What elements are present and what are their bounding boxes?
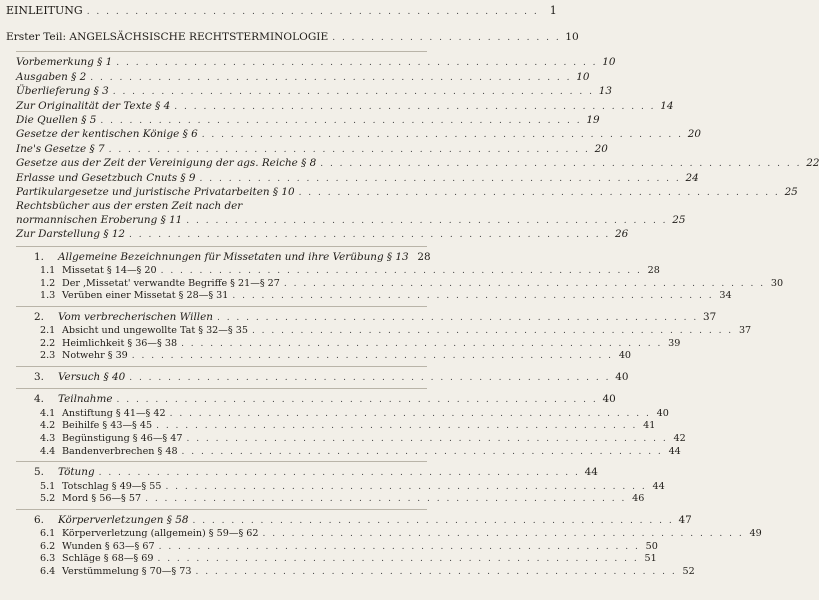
leader-dots: . . . . . . . . . . . . . . . . . . . . . . . . . . . . . . . . . . . . . . . . . . . . . . . . . .: [174, 101, 656, 112]
toc-label: Erster Teil: ANGELSÄCHSISCHE RECHTSTERMINOLOGIE: [6, 31, 329, 43]
toc-number: 1.2: [40, 277, 56, 289]
toc-number: 5.: [34, 466, 44, 479]
toc-label: [16, 114, 96, 127]
toc-page-number: 1: [549, 4, 557, 17]
toc-title: Heimlichkeit § 36—§ 38: [62, 337, 178, 349]
toc-label: [16, 172, 196, 185]
toc-entry: [6, 213, 686, 228]
toc-page-number: 40: [602, 393, 616, 406]
toc-section-heading: [6, 310, 717, 325]
toc-number: 2.1: [40, 325, 56, 337]
toc-page-number: 40: [656, 407, 669, 419]
toc-title: Gesetze aus der Zeit der Vereinigung der ags. Reiche § 8: [16, 157, 317, 170]
toc-label: [40, 553, 153, 565]
toc-title: Erlasse und Gesetzbuch Cnuts § 9: [16, 171, 196, 184]
leader-dots: . . . . . . . . . . . . . . . . . . . . . . . . . . . . . . . . . . . . . . . . . . . . . . . . . .: [181, 446, 663, 457]
toc-title: Körperverletzungen § 58: [58, 513, 189, 526]
toc-entry: [6, 228, 629, 242]
toc-title: Tötung: [58, 466, 95, 479]
toc-label: [40, 278, 280, 290]
leader-dots: . . . . . . . . . . . . . . . . . . . . . . . . . . . . . . . . . . . . . . . . . . . . . . . . . .: [216, 312, 699, 323]
toc-title: Begünstigung § 46—§ 47: [62, 433, 183, 445]
toc-subsection: [6, 337, 681, 351]
toc-entry-part-one: [6, 31, 579, 45]
toc-title: Schläge § 68—§ 69: [62, 553, 154, 565]
toc-page-number: 47: [678, 513, 692, 526]
toc-title: Verüben einer Missetat § 28—§ 31: [62, 290, 229, 302]
toc-number: 4.3: [40, 433, 56, 445]
toc-label: [16, 100, 170, 113]
toc-number: 4.: [34, 393, 44, 406]
toc-section-heading: [6, 513, 692, 528]
toc-title: Beihilfe § 43—§ 45: [62, 420, 153, 432]
leader-dots: . . . . . . . . . . . . . . . . . . . . . . . . . . . . . . . . . . . . . . . . . . . . . . . . . .: [165, 481, 647, 492]
toc-entry: [6, 157, 819, 171]
divider: [16, 366, 427, 367]
leader-dots: . . . . . . . . . . . . . . . . . . . . . . . . . . . . . . . . . . . . . . . . . . . . . . . . . .: [116, 58, 598, 69]
toc-page-number: 20: [687, 128, 701, 141]
leader-dots: . . . . . . . . . . . . . . . . . . . . . . . . . . . . . . . . . . . . . . . . . . . . . . . . . .: [157, 554, 639, 565]
toc-section-group: [6, 393, 686, 458]
toc-section-heading: [6, 371, 629, 385]
toc-entry: [6, 56, 616, 70]
toc-title: Die Quellen § 5: [16, 114, 97, 127]
toc-page-number: 37: [738, 325, 752, 337]
toc-number: 6.3: [40, 553, 56, 565]
toc-page-number: 28: [417, 250, 431, 263]
toc-label: [40, 420, 152, 432]
toc-section-group: [6, 371, 629, 385]
toc-number: 5.2: [40, 493, 56, 505]
toc-entry: [6, 200, 427, 213]
toc-label: [34, 311, 213, 324]
toc-title: Teilnahme: [58, 393, 113, 406]
leader-dots: . . . . . . . . . . . . . . . . . . . . . . . . . . . . . . . . . . . . . . . . . . . . . . . . . .: [192, 515, 674, 526]
toc-title: Mord § 56—§ 57: [62, 493, 142, 505]
toc-title: Zur Originalität der Texte § 4: [16, 99, 171, 112]
toc-section-heading: [6, 250, 431, 265]
toc-sections: [6, 250, 784, 579]
toc-label: [40, 446, 178, 458]
toc-title: Notwehr § 39: [62, 350, 128, 362]
toc-entry: [6, 142, 608, 157]
toc-number: 6.4: [40, 566, 56, 578]
toc-page-number: 40: [615, 371, 629, 384]
toc-title: Bandenverbrechen § 48: [62, 445, 178, 457]
toc-title: normannischen Eroberung § 11: [16, 213, 183, 226]
toc-entry: [6, 128, 701, 142]
divider: [16, 51, 427, 52]
toc-title: Vom verbrecherischen Willen: [58, 310, 213, 323]
leader-dots: . . . . . . . . . . . . . . . . . . . . . . . . . . . . . . . . . . . . . . . . . . . . . . . . . .: [186, 215, 668, 226]
toc-label: [34, 251, 409, 264]
leader-dots: . . . . . . . . . . . . . . . . . . . . . . . . . . . . . . . . . . . . . . . . . . . . . . . . . .: [283, 278, 766, 289]
toc-entry: [6, 99, 674, 114]
toc-title: Anstiftung § 41—§ 42: [62, 407, 166, 419]
leader-dots: . . . . . . . . . . . . . . . . . . . . . . . . . . . . . . . . . . . . . . . . . . . . . . . . . .: [160, 266, 642, 277]
toc-label: [34, 393, 113, 406]
toc-page-number: 44: [584, 466, 598, 479]
toc-page-number: 52: [682, 566, 695, 578]
toc-label: EINLEITUNG: [6, 4, 83, 17]
toc-page-number: 19: [586, 114, 600, 127]
toc-number: 2.3: [40, 350, 56, 362]
toc-label: [40, 338, 177, 350]
toc-number: 1.3: [40, 290, 56, 302]
toc-number: 4.1: [40, 407, 56, 419]
toc-number: 4.2: [40, 420, 56, 432]
toc-page-number: 14: [660, 99, 674, 112]
toc-page-number: 34: [719, 290, 732, 302]
toc-entry: [6, 85, 612, 99]
leader-dots: . . . . . . . . . . . . . . . . . . . . . . . . . . . . . . . . . . . . . . . . . . . . . . . . . .: [195, 567, 677, 578]
toc-label: [16, 143, 105, 156]
divider: [16, 306, 427, 307]
toc-label: [16, 186, 295, 199]
toc-page-number: 30: [770, 277, 784, 289]
toc-page-number: 22: [806, 157, 819, 170]
toc-title: Gesetze der kentischen Könige § 6: [16, 128, 198, 141]
toc-label: [16, 128, 198, 141]
toc-label: [40, 433, 182, 445]
toc-title: Partikulargesetze und juristische Privatarbeiten § 10: [16, 186, 295, 199]
toc-label: [40, 265, 157, 277]
leader-dots: . . . . . . . . . . . . . . . . . . . . . . . . . . . . . . . . . . . . . . . . . . . . . . . . . .: [145, 494, 627, 505]
leader-dots: . . . . . . . . . . . . . . . . . . . . . . . . . . . . . . . . . . . . . . . . . . . . . . . . . .: [169, 408, 651, 419]
toc-label: [16, 71, 86, 84]
toc-page-number: 44: [652, 480, 665, 492]
toc-page-number: 40: [618, 350, 632, 362]
toc-label: [40, 541, 155, 553]
toc-page-number: 50: [645, 540, 658, 552]
leader-dots: . . . . . . . . . . . . . . . . . . . . . . . . . . . . . . . . . . . . . . . . . . . . . . . . . .: [116, 395, 598, 406]
toc-subsection: [6, 350, 632, 363]
toc-section-group: [6, 250, 784, 303]
toc-label: [40, 528, 259, 540]
toc-page-number: 24: [685, 171, 699, 184]
toc-label: [40, 408, 166, 420]
leader-dots: . . . . . . . . . . . . . . . . . . . . . . . . . . . . . . . . . . . . . . . . . . . . . . . . . .: [298, 188, 780, 199]
leader-dots: . . . . . . . . . . . . . . . . . . . . . . . . . . . . . . . . . . . . . . . . . . . . . . . . . .: [129, 230, 611, 241]
toc-label: [40, 290, 228, 302]
toc-label: [34, 514, 188, 527]
toc-page-number: 37: [702, 310, 717, 323]
toc-title: Körperverletzung (allgemein) § 59—§ 62: [62, 528, 259, 540]
toc-label: [16, 85, 109, 98]
leader-dots: . . . . . . . . . . . . . . . . . . . . . . . . . . . . . . . . . . . . . . . . . . . . . . . . . .: [251, 326, 734, 337]
toc-label: [34, 371, 125, 384]
toc-subsection: [6, 325, 752, 338]
leader-dots: . . . . . . . . . . . . . . . . . . . . . . . . . . . . . . . . . . . . . . . . . . . . . . .: [86, 7, 539, 17]
toc-page-number: 20: [594, 142, 608, 155]
toc-label: [40, 325, 248, 337]
toc-label: [40, 350, 128, 362]
toc-subsection: [6, 566, 695, 579]
toc-label: [40, 493, 141, 505]
toc-title: Versuch § 40: [58, 371, 126, 384]
toc-number: 1.1: [40, 265, 56, 277]
leader-dots: . . . . . . . . . . . . . . . . . . . . . . . . . . . . . . . . . . . . . . . . . . . . . . . . . .: [98, 468, 580, 479]
toc-entry: [6, 70, 590, 85]
toc-number: 3.: [34, 371, 44, 384]
toc-page-number: 39: [668, 337, 681, 349]
toc-label: [40, 566, 191, 578]
toc-number: 6.: [34, 513, 44, 526]
leader-dots: . . . . . . . . . . . . . . . . . . . . . . . . . . . . . . . . . . . . . . . . . . . . . . . . . .: [129, 373, 611, 384]
toc-label: [16, 214, 182, 227]
leader-dots: . . . . . . . . . . . . . . . . . . . . . . . . . . . . . . . . . . . . . . . . . . . . . . . . . .: [158, 541, 640, 552]
leader-dots: . . . . . . . . . . . . . . . . . . . . . . . . . . . . . . . . . . . . . . . . . . . . . . . . . .: [186, 434, 668, 445]
toc-page-number: 25: [672, 213, 686, 226]
toc-title: Ausgaben § 2: [16, 70, 87, 83]
toc-subsection: [6, 553, 657, 566]
toc-number: 2.: [34, 310, 44, 323]
toc-title: Rechtsbücher aus der ersten Zeit nach der: [16, 200, 243, 213]
toc-page-number: 42: [673, 433, 686, 445]
toc-page-number: 28: [647, 265, 660, 277]
toc-subsection: [6, 493, 645, 506]
toc-label: [16, 228, 125, 241]
leader-dots: . . . . . . . . . . . . . . . . . . . . . . . . . . . . . . . . . . . . . . . . . . . . . . . . . .: [199, 173, 681, 184]
leader-dots: . . . . . . . . . . . . . . . . . . . . . . . . . . . . . . . . . . . . . . . . . . . . . . . . . .: [100, 116, 582, 127]
toc-entry: [6, 171, 699, 186]
divider: [16, 461, 427, 462]
toc-subsection: [6, 407, 669, 421]
toc-title: Verstümmelung § 70—§ 73: [62, 566, 192, 578]
toc-label: [16, 56, 112, 69]
leader-dots: . . . . . . . . . . . . . . . . . . . . . . . . . . . . . . . . . . . . . . . . . . . . . . . . . .: [232, 291, 714, 302]
toc-entry: [6, 114, 600, 128]
toc-number: 2.2: [40, 337, 56, 349]
toc-label: [16, 200, 242, 213]
toc-number: 4.4: [40, 445, 56, 457]
toc-label: [40, 481, 161, 493]
toc-number: 5.1: [40, 480, 56, 492]
toc-subsection: [6, 480, 665, 494]
toc-subsection: [6, 528, 762, 541]
leader-dots: . . . . . . . . . . . . . . . . . . . . . . . . . . . . . . . . . . . . . . . . . . . . . . . . . .: [131, 351, 614, 362]
toc-section-heading: [6, 393, 616, 407]
toc-title: Totschlag § 49—§ 55: [62, 480, 162, 492]
divider: [16, 246, 427, 247]
toc-section-group: [6, 310, 752, 363]
toc-page-number: 49: [749, 528, 762, 540]
leader-dots: . . . . . . . . . . . . . . . . . . . . . . . . . . . . . . . . . . . . . . . . . . . . . . . . . .: [156, 421, 638, 432]
leader-dots: . . . . . . . . . . . . . . . . . . . . . . . . . . . . . . . . . . . . . . . . . . . . . . . . . .: [108, 144, 590, 155]
toc-section-heading: [6, 466, 598, 480]
toc-page-number: 41: [643, 420, 656, 432]
toc-title: Zur Darstellung § 12: [16, 228, 126, 241]
leader-dots: . . . . . . . . . . . . . . . . . . . . . . . . . . . . . . . . . . . . . . . . . . . . . . . . . .: [112, 87, 594, 98]
toc-subsection: [6, 433, 686, 446]
toc-page-number: 51: [644, 553, 657, 565]
toc-introductory-entries: [6, 56, 819, 242]
leader-dots: . . . . . . . . . . . . . . . . . . . . . . . . . . . . . . . . . . . . . . . . . . . . . . . . . .: [201, 130, 683, 141]
leader-dots: . . . . . . . . . . . . . . . . . . . . . . . . . . . . . . . . . . . . . . . . . . . . . . . . . .: [320, 159, 802, 170]
toc-page-number: 10: [576, 70, 590, 83]
toc-entry-einleitung: [6, 4, 557, 19]
toc-page-number: 25: [784, 186, 798, 199]
divider: [16, 388, 427, 389]
toc-page-number: 10: [602, 56, 616, 69]
toc-entry: [6, 186, 798, 200]
leader-dots: . . . . . . . . . . . . . . . . . . . . . . . .: [332, 33, 561, 43]
leader-dots: . . . . . . . . . . . . . . . . . . . . . . . . . . . . . . . . . . . . . . . . . . . . . . . . . .: [181, 338, 663, 349]
toc-number: 6.2: [40, 540, 56, 552]
toc-subsection: [6, 277, 784, 291]
toc-subsection: [6, 290, 732, 303]
toc-title: Der ‚Missetat' verwandte Begriffe § 21—§ 27: [62, 277, 280, 289]
toc-subsection: [6, 420, 656, 433]
divider: [16, 509, 427, 510]
toc-title: Ine's Gesetze § 7: [16, 142, 105, 155]
toc-title: Überlieferung § 3: [16, 85, 109, 98]
toc-section-group: [6, 513, 762, 579]
toc-title: Missetat § 14—§ 20: [62, 265, 157, 277]
toc-page-number: 44: [668, 445, 681, 457]
leader-dots: . . . . . . . . . . . . . . . . . . . . . . . . . . . . . . . . . . . . . . . . . . . . . . . . . .: [90, 72, 572, 83]
toc-label: [34, 466, 95, 479]
toc-subsection: [6, 445, 681, 459]
toc-title: Wunden § 63—§ 67: [62, 540, 155, 552]
toc-title: Absicht und ungewollte Tat § 32—§ 35: [62, 325, 248, 337]
toc-title: Vorbemerkung § 1: [16, 56, 113, 69]
toc-page-number: 10: [565, 31, 579, 43]
toc-number: 1.: [34, 250, 44, 263]
toc-number: 6.1: [40, 528, 56, 540]
toc-page-number: 26: [615, 228, 629, 241]
toc-page-number: 13: [598, 85, 612, 98]
leader-dots: . . . . . . . . . . . . . . . . . . . . . . . . . . . . . . . . . . . . . . . . . . . . . . . . . .: [262, 529, 744, 540]
toc-section-group: [6, 466, 665, 506]
toc-label: [16, 157, 316, 170]
toc-subsection: [6, 540, 658, 554]
toc-subsection: [6, 265, 660, 278]
toc-page-number: 46: [632, 493, 645, 505]
toc-title: Allgemeine Bezeichnungen für Missetaten und ihre Verübung § 13: [58, 250, 409, 263]
